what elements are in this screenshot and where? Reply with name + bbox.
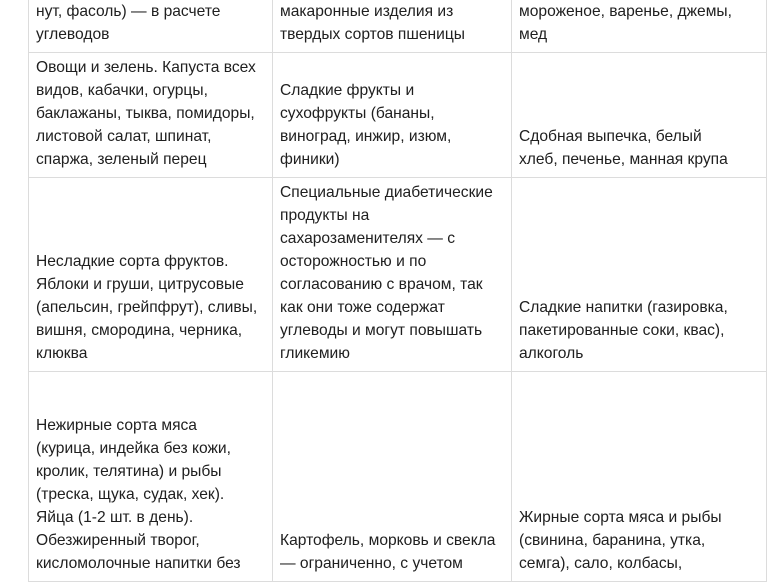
cell-text: Специальные диабетические продукты на сахарозаменителях — с осторожностью и по согласованию с врачом, так как они тоже содержат углеводы и могут повышать гликемию: [280, 184, 493, 362]
table-cell-limited: [273, 53, 512, 178]
table-row: [29, 0, 767, 53]
table-cell-allowed: [29, 0, 273, 53]
cell-text: Сдобная выпечка, белый хлеб, печенье, манная крупа: [519, 128, 728, 168]
cell-text: Картофель, морковь и свекла — ограниченно, с учетом: [280, 532, 496, 572]
table-cell-allowed: [29, 178, 273, 372]
table-cell-excluded: [512, 53, 767, 178]
table-cell-excluded: [512, 372, 767, 582]
food-recommendation-table: [28, 0, 767, 582]
table-row: [29, 53, 767, 178]
cell-text: Сладкие фрукты и сухофрукты (бананы, виноград, инжир, изюм, финики): [280, 82, 452, 168]
table-row: [29, 372, 767, 582]
cell-text: Несладкие сорта фруктов. Яблоки и груши, цитрусовые (апельсин, грейпфрут), сливы, вишня, смородина, черника, клюква: [36, 253, 258, 362]
cell-text: мороженое, варенье, джемы, мед: [519, 3, 732, 43]
table-row: [29, 178, 767, 372]
table-cell-allowed: [29, 372, 273, 582]
cell-text: макаронные изделия из твердых сортов пшеницы: [280, 3, 465, 43]
cell-text: Жирные сорта мяса и рыбы (свинина, баранина, утка, семга), сало, колбасы,: [519, 509, 722, 572]
table-cell-excluded: [512, 0, 767, 53]
cell-text: Нежирные сорта мяса (курица, индейка без кожи, кролик, телятина) и рыбы (треска, щука, судак, хек). Яйца (1-2 шт. в день). Обезжиренный творог, кисломолочные напитки без: [36, 417, 241, 572]
food-table-container: [28, 0, 766, 582]
table-cell-limited: [273, 0, 512, 53]
cell-text: Сладкие напитки (газировка, пакетированные соки, квас), алкоголь: [519, 299, 728, 362]
cell-text: нут, фасоль) — в расчете углеводов: [36, 3, 221, 43]
cell-text: Овощи и зелень. Капуста всех видов, кабачки, огурцы, баклажаны, тыква, помидоры, листовой салат, шпинат, спаржа, зеленый перец: [36, 59, 256, 168]
table-cell-limited: [273, 178, 512, 372]
table-cell-excluded: [512, 178, 767, 372]
table-cell-allowed: [29, 53, 273, 178]
table-cell-limited: [273, 372, 512, 582]
